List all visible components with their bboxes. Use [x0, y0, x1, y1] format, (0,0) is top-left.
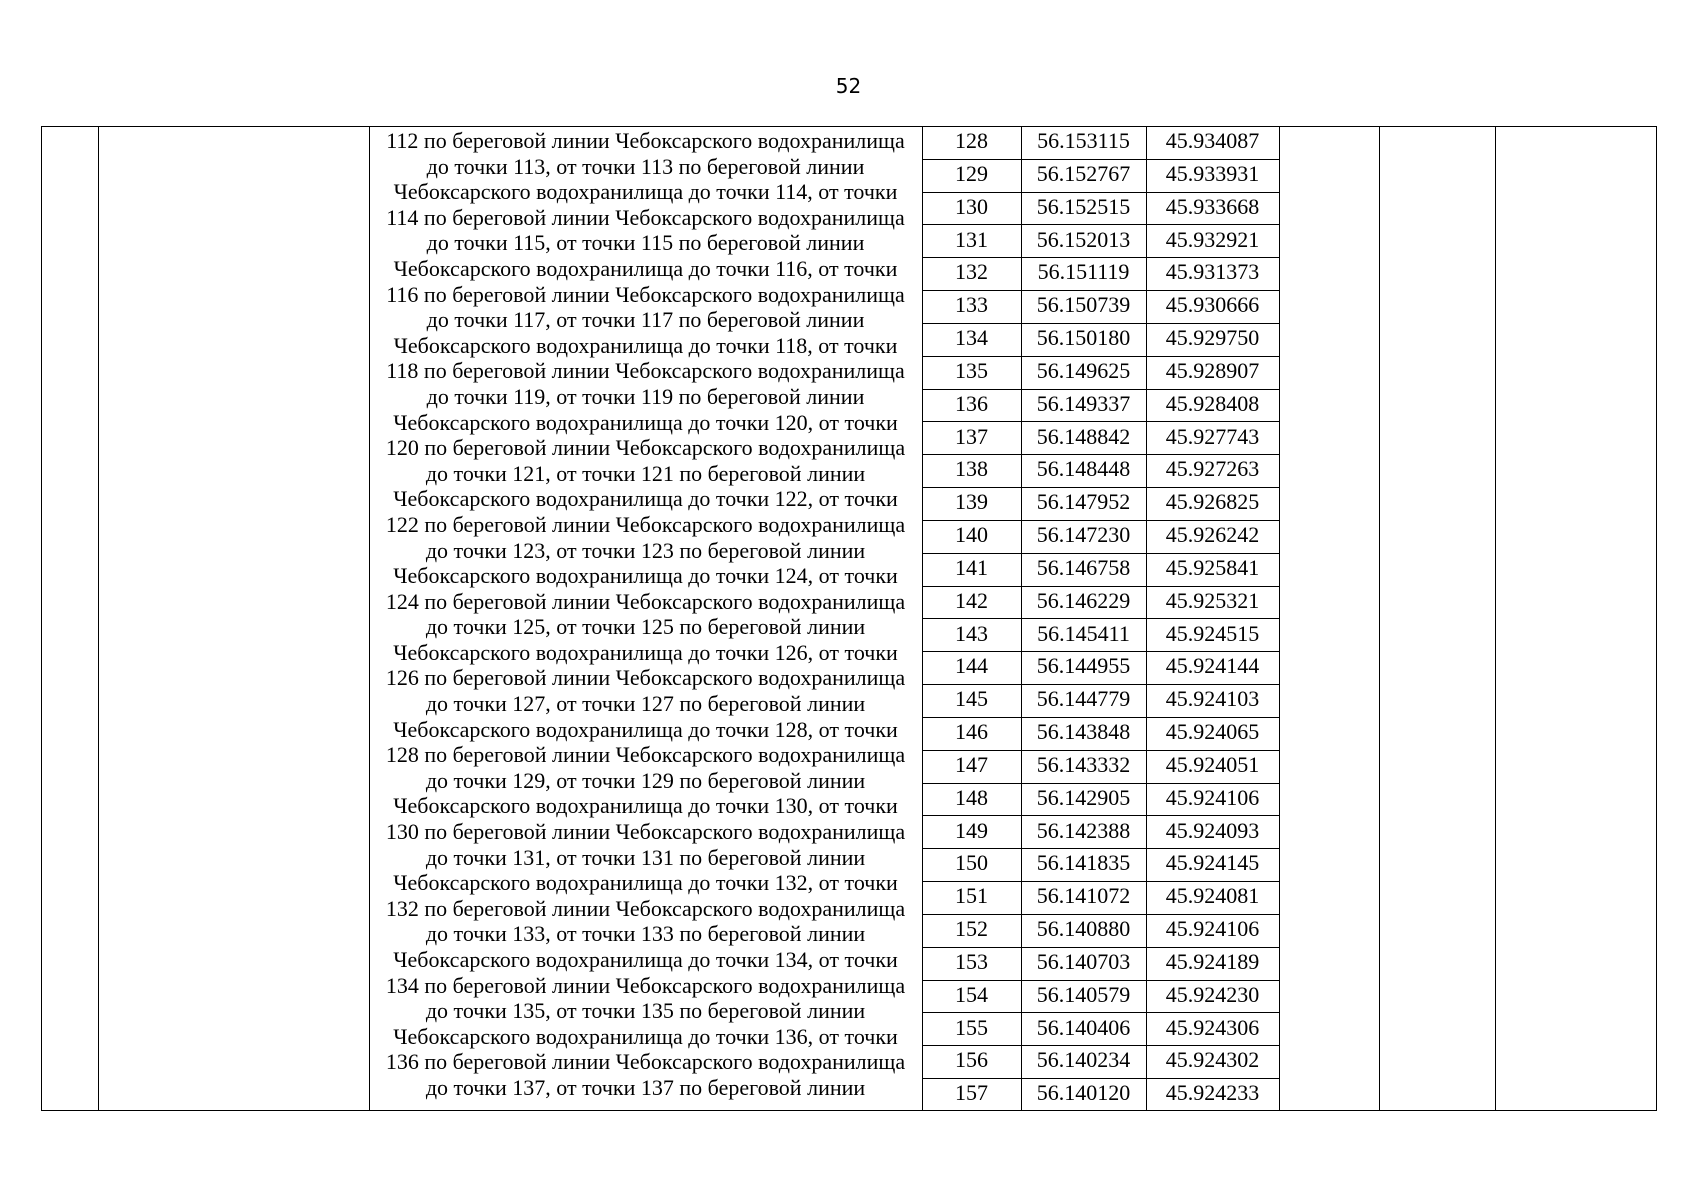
column-divider [1379, 127, 1380, 1110]
longitude-value: 45.924233 [1165, 1080, 1260, 1106]
description-line: до точки 131, от точки 131 по береговой линии [425, 844, 866, 870]
point-number: 144 [955, 653, 988, 679]
longitude-value: 45.924302 [1165, 1047, 1260, 1073]
point-number: 132 [955, 259, 988, 285]
latitude-value: 56.145411 [1037, 620, 1130, 646]
longitude-value: 45.924515 [1165, 620, 1260, 646]
longitude-value: 45.925321 [1165, 587, 1260, 613]
table-row [922, 718, 1279, 751]
point-number: 140 [955, 522, 988, 547]
description-line: 124 по береговой линии Чебоксарского водохранилища [385, 588, 906, 614]
table-row [922, 258, 1279, 291]
point-number: 145 [955, 686, 988, 712]
longitude-value: 45.924106 [1165, 916, 1260, 941]
description-line: Чебоксарского водохранилища до точки 114, от точки [393, 179, 898, 205]
point-number: 137 [955, 423, 988, 449]
point-number: 141 [955, 554, 988, 580]
longitude-value: 45.931373 [1165, 259, 1260, 285]
table-row [922, 652, 1279, 685]
latitude-value: 56.142905 [1036, 784, 1131, 810]
latitude-value: 56.144955 [1036, 653, 1131, 679]
point-number: 131 [955, 226, 988, 252]
longitude-value: 45.924189 [1165, 948, 1260, 974]
longitude-value: 45.926242 [1165, 522, 1260, 547]
page-number: 52 [835, 74, 862, 98]
longitude-value: 45.933931 [1165, 160, 1260, 186]
table-row [922, 817, 1279, 850]
table-row [922, 455, 1279, 488]
table-row [922, 849, 1279, 882]
point-number: 139 [955, 489, 988, 515]
column-divider [1279, 127, 1280, 1110]
description-line: до точки 113, от точки 113 по береговой линии [426, 153, 865, 179]
description-line: до точки 125, от точки 125 по береговой линии [425, 614, 866, 640]
latitude-value: 56.148448 [1036, 456, 1131, 482]
point-number: 136 [955, 390, 988, 416]
longitude-value: 45.925841 [1165, 554, 1260, 580]
latitude-value: 56.142388 [1036, 817, 1131, 843]
longitude-value: 45.924106 [1165, 784, 1260, 810]
point-number: 133 [955, 292, 988, 318]
table-row [922, 1079, 1279, 1112]
table-row [922, 1014, 1279, 1047]
table-row [922, 521, 1279, 554]
point-number: 151 [955, 883, 988, 909]
latitude-value: 56.140120 [1036, 1080, 1131, 1106]
description-line: до точки 117, от точки 117 по береговой линии [426, 307, 865, 333]
longitude-value: 45.932921 [1165, 226, 1260, 252]
table-row [922, 981, 1279, 1014]
longitude-value: 45.929750 [1165, 325, 1260, 350]
latitude-value: 56.152515 [1036, 193, 1131, 219]
table-row [922, 882, 1279, 915]
latitude-value: 56.141072 [1036, 883, 1131, 909]
latitude-value: 56.147230 [1036, 522, 1131, 547]
table-row [922, 226, 1279, 259]
point-number: 157 [955, 1080, 988, 1106]
point-number: 154 [955, 981, 988, 1007]
description-line: 120 по береговой линии Чебоксарского водохранилища [385, 435, 906, 461]
latitude-value: 56.150739 [1036, 292, 1131, 318]
description-line: 112 по береговой линии Чебоксарского водохранилища [386, 128, 905, 153]
latitude-value: 56.149337 [1036, 390, 1131, 416]
longitude-value: 45.924093 [1165, 817, 1260, 843]
description-line: 132 по береговой линии Чебоксарского водохранилища [385, 895, 906, 921]
longitude-value: 45.930666 [1165, 292, 1260, 318]
description-line: Чебоксарского водохранилища до точки 118, от точки [393, 332, 898, 358]
description-line: до точки 129, от точки 129 по береговой линии [425, 767, 866, 793]
point-number: 148 [955, 784, 988, 810]
latitude-value: 56.143332 [1036, 751, 1131, 777]
description-line: Чебоксарского водохранилища до точки 120, от точки [393, 409, 898, 435]
latitude-value: 56.152767 [1036, 160, 1131, 186]
description-line: Чебоксарского водохранилища до точки 130, от точки [393, 793, 898, 819]
longitude-value: 45.927743 [1165, 423, 1260, 449]
longitude-value: 45.924144 [1165, 653, 1260, 679]
description-line: 128 по береговой линии Чебоксарского водохранилища [385, 742, 906, 768]
description-line: Чебоксарского водохранилища до точки 126, от точки [393, 639, 898, 665]
description-line: до точки 115, от точки 115 по береговой линии [426, 230, 865, 256]
description-line: 130 по береговой линии Чебоксарского водохранилища [385, 819, 906, 845]
description-line: 122 по береговой линии Чебоксарского водохранилища [385, 511, 906, 537]
table-row [922, 751, 1279, 784]
point-number: 143 [955, 620, 988, 646]
latitude-value: 56.152013 [1036, 226, 1131, 252]
latitude-value: 56.147952 [1036, 489, 1131, 515]
description-line: Чебоксарского водохранилища до точки 116, от точки [393, 255, 898, 281]
longitude-value: 45.927263 [1165, 456, 1260, 482]
longitude-value: 45.928408 [1165, 390, 1260, 416]
point-number: 129 [955, 160, 988, 186]
column-divider [98, 127, 99, 1110]
point-number: 153 [955, 948, 988, 974]
latitude-value: 56.146758 [1036, 554, 1131, 580]
latitude-value: 56.153115 [1037, 128, 1130, 153]
latitude-value: 56.143848 [1036, 719, 1131, 744]
description-line: до точки 135, от точки 135 по береговой линии [425, 998, 866, 1024]
table-row [922, 685, 1279, 718]
point-number: 147 [955, 751, 988, 777]
table-row [922, 357, 1279, 390]
latitude-value: 56.140234 [1036, 1047, 1131, 1073]
boundary-description [369, 127, 922, 1112]
description-line: до точки 133, от точки 133 по береговой линии [425, 921, 866, 947]
table-row [922, 423, 1279, 456]
table-row [922, 291, 1279, 324]
description-line: 114 по береговой линии Чебоксарского водохранилища [386, 204, 905, 230]
longitude-value: 45.924051 [1165, 751, 1260, 777]
table-row [922, 488, 1279, 521]
description-line: 136 по береговой линии Чебоксарского водохранилища [385, 1049, 906, 1075]
table-row [922, 127, 1279, 160]
latitude-value: 56.144779 [1036, 686, 1131, 712]
table-row [922, 587, 1279, 620]
point-number: 156 [955, 1047, 988, 1073]
latitude-value: 56.141835 [1036, 850, 1131, 876]
point-number: 138 [955, 456, 988, 482]
longitude-value: 45.934087 [1165, 128, 1260, 153]
point-number: 146 [955, 719, 988, 744]
description-line: Чебоксарского водохранилища до точки 136, от точки [393, 1023, 898, 1049]
longitude-value: 45.924230 [1165, 981, 1260, 1007]
point-number: 155 [955, 1014, 988, 1040]
description-line: Чебоксарского водохранилища до точки 132, от точки [393, 870, 898, 896]
longitude-value: 45.924145 [1165, 850, 1260, 876]
latitude-value: 56.149625 [1036, 357, 1131, 383]
table-row [922, 193, 1279, 226]
description-line: 126 по береговой линии Чебоксарского водохранилища [385, 665, 906, 691]
latitude-value: 56.150180 [1036, 325, 1131, 350]
point-number: 152 [955, 916, 988, 941]
longitude-value: 45.924103 [1165, 686, 1260, 712]
point-number: 135 [955, 357, 988, 383]
latitude-value: 56.140579 [1036, 981, 1131, 1007]
description-line: до точки 119, от точки 119 по береговой линии [426, 383, 865, 409]
point-number: 149 [955, 817, 988, 843]
table-row [922, 1046, 1279, 1079]
latitude-value: 56.140880 [1036, 916, 1131, 941]
longitude-value: 45.924306 [1165, 1014, 1260, 1040]
table-row [922, 948, 1279, 981]
longitude-value: 45.924081 [1165, 883, 1260, 909]
latitude-value: 56.148842 [1036, 423, 1131, 449]
column-divider [1495, 127, 1496, 1110]
point-number: 142 [955, 587, 988, 613]
description-line: Чебоксарского водохранилища до точки 134, от точки [393, 947, 898, 972]
table-row [922, 784, 1279, 817]
description-line: 116 по береговой линии Чебоксарского водохранилища [386, 281, 905, 307]
latitude-value: 56.146229 [1036, 587, 1131, 613]
longitude-value: 45.928907 [1165, 357, 1260, 383]
table-row [922, 554, 1279, 587]
table-row [922, 324, 1279, 357]
boundary-table [41, 126, 1657, 1111]
longitude-value: 45.933668 [1165, 193, 1260, 219]
point-number: 130 [955, 193, 988, 219]
table-row [922, 160, 1279, 193]
point-number: 150 [955, 850, 988, 876]
description-line: 134 по береговой линии Чебоксарского водохранилища [385, 972, 906, 998]
point-number: 134 [955, 325, 988, 350]
longitude-value: 45.926825 [1165, 489, 1260, 515]
latitude-value: 56.140703 [1036, 948, 1131, 974]
description-line: до точки 123, от точки 123 по береговой линии [425, 537, 866, 563]
description-line: до точки 121, от точки 121 по береговой линии [425, 460, 866, 486]
table-row [922, 390, 1279, 423]
table-row [922, 915, 1279, 948]
description-line: Чебоксарского водохранилища до точки 124, от точки [393, 563, 898, 589]
latitude-value: 56.140406 [1036, 1014, 1131, 1040]
latitude-value: 56.151119 [1037, 259, 1130, 285]
description-line: Чебоксарского водохранилища до точки 128, от точки [393, 716, 898, 742]
description-line: до точки 137, от точки 137 по береговой линии [425, 1074, 866, 1100]
point-number: 128 [955, 128, 988, 153]
description-line: 118 по береговой линии Чебоксарского водохранилища [386, 358, 905, 384]
table-row [922, 620, 1279, 653]
description-line: Чебоксарского водохранилища до точки 122, от точки [393, 486, 898, 512]
description-line: до точки 127, от точки 127 по береговой линии [425, 691, 866, 717]
longitude-value: 45.924065 [1165, 719, 1260, 744]
